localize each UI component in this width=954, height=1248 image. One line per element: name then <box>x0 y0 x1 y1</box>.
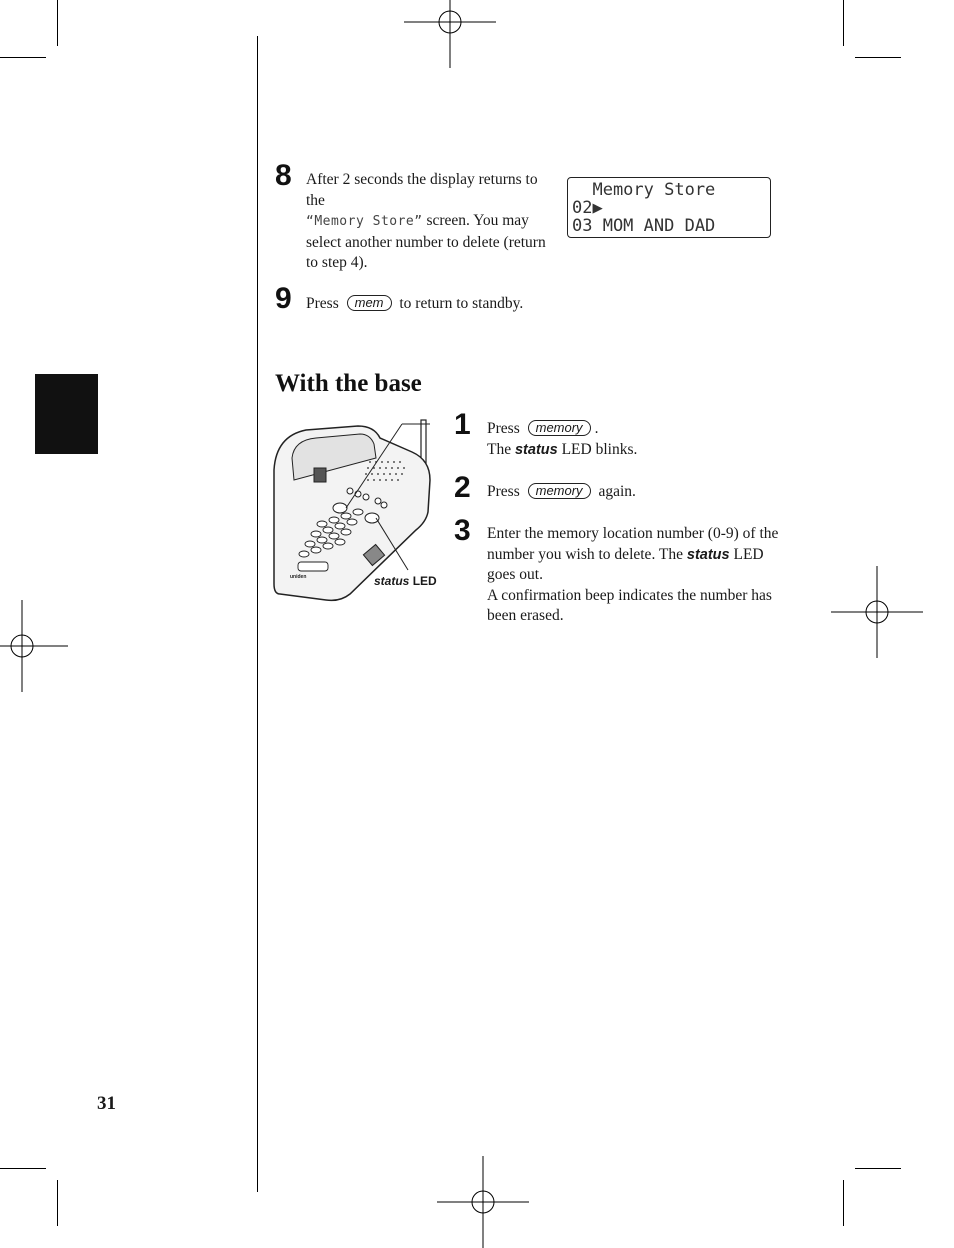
base-step-1-pre: Press <box>487 420 520 437</box>
registration-mark-icon <box>831 566 923 658</box>
status-emphasis: status <box>686 546 730 563</box>
crop-mark <box>855 57 901 58</box>
base-step-3-text-a: Enter the memory location number (0-9) of the number you wish to delete. The <box>487 525 779 563</box>
crop-mark <box>843 1180 844 1226</box>
mem-key-button: mem <box>347 295 392 311</box>
section-tab <box>35 374 98 454</box>
base-step-1-line2-pre: The <box>487 440 512 458</box>
base-step-1-post: . <box>594 420 599 437</box>
crop-mark <box>57 1180 58 1226</box>
lcd-line-1: Memory Store <box>572 180 716 200</box>
callout-led-text: LED <box>412 574 437 588</box>
memory-key-button: memory <box>528 483 591 499</box>
lcd-line-3: 03 MOM AND DAD <box>572 216 716 236</box>
base-step-1-line2-post: LED blinks. <box>561 440 638 458</box>
memory-store-screen-name: “Memory Store” <box>306 214 423 230</box>
step-number: 9 <box>275 282 292 315</box>
brand-logo: uniden <box>290 574 307 580</box>
callout-status-em: status <box>374 574 410 588</box>
step-8-text-before: After 2 seconds the display returns to the <box>306 171 538 209</box>
crop-mark <box>57 0 58 46</box>
step-number: 1 <box>454 408 471 441</box>
step-9-pre: Press <box>306 295 339 312</box>
lcd-display <box>567 177 771 238</box>
crop-mark <box>843 0 844 46</box>
margin-rule <box>257 36 258 1192</box>
step-9-text <box>306 294 523 315</box>
base-step-2-post: again. <box>598 483 636 500</box>
page-number: 31 <box>97 1093 116 1114</box>
step-number: 8 <box>275 159 292 192</box>
crop-mark <box>0 57 46 58</box>
crop-mark <box>855 1168 901 1169</box>
status-led-callout <box>374 574 437 588</box>
step-8-text <box>306 170 548 274</box>
registration-mark-icon <box>0 600 68 692</box>
crop-mark <box>0 1168 46 1169</box>
base-step-2-text <box>487 482 636 503</box>
lcd-line-2: 02▶ <box>572 198 603 218</box>
base-step-2-pre: Press <box>487 483 520 500</box>
base-step-1-text <box>487 419 637 460</box>
section-heading: With the base <box>275 370 422 397</box>
step-number: 2 <box>454 471 471 504</box>
base-step-3-text <box>487 524 787 627</box>
step-9-post: to return to standby. <box>399 295 524 312</box>
base-step-3-text-b: LED goes out. <box>487 545 764 584</box>
step-8-text-after: screen. You may select another number to delete (return to step 4). <box>306 212 546 272</box>
registration-mark-icon <box>404 0 496 68</box>
memory-key-button: memory <box>528 420 591 436</box>
base-step-3-text-c: A confirmation beep indicates the number has been erased. <box>487 586 772 625</box>
status-emphasis: status <box>514 441 558 458</box>
step-number: 3 <box>454 514 471 547</box>
registration-mark-icon <box>437 1156 529 1248</box>
